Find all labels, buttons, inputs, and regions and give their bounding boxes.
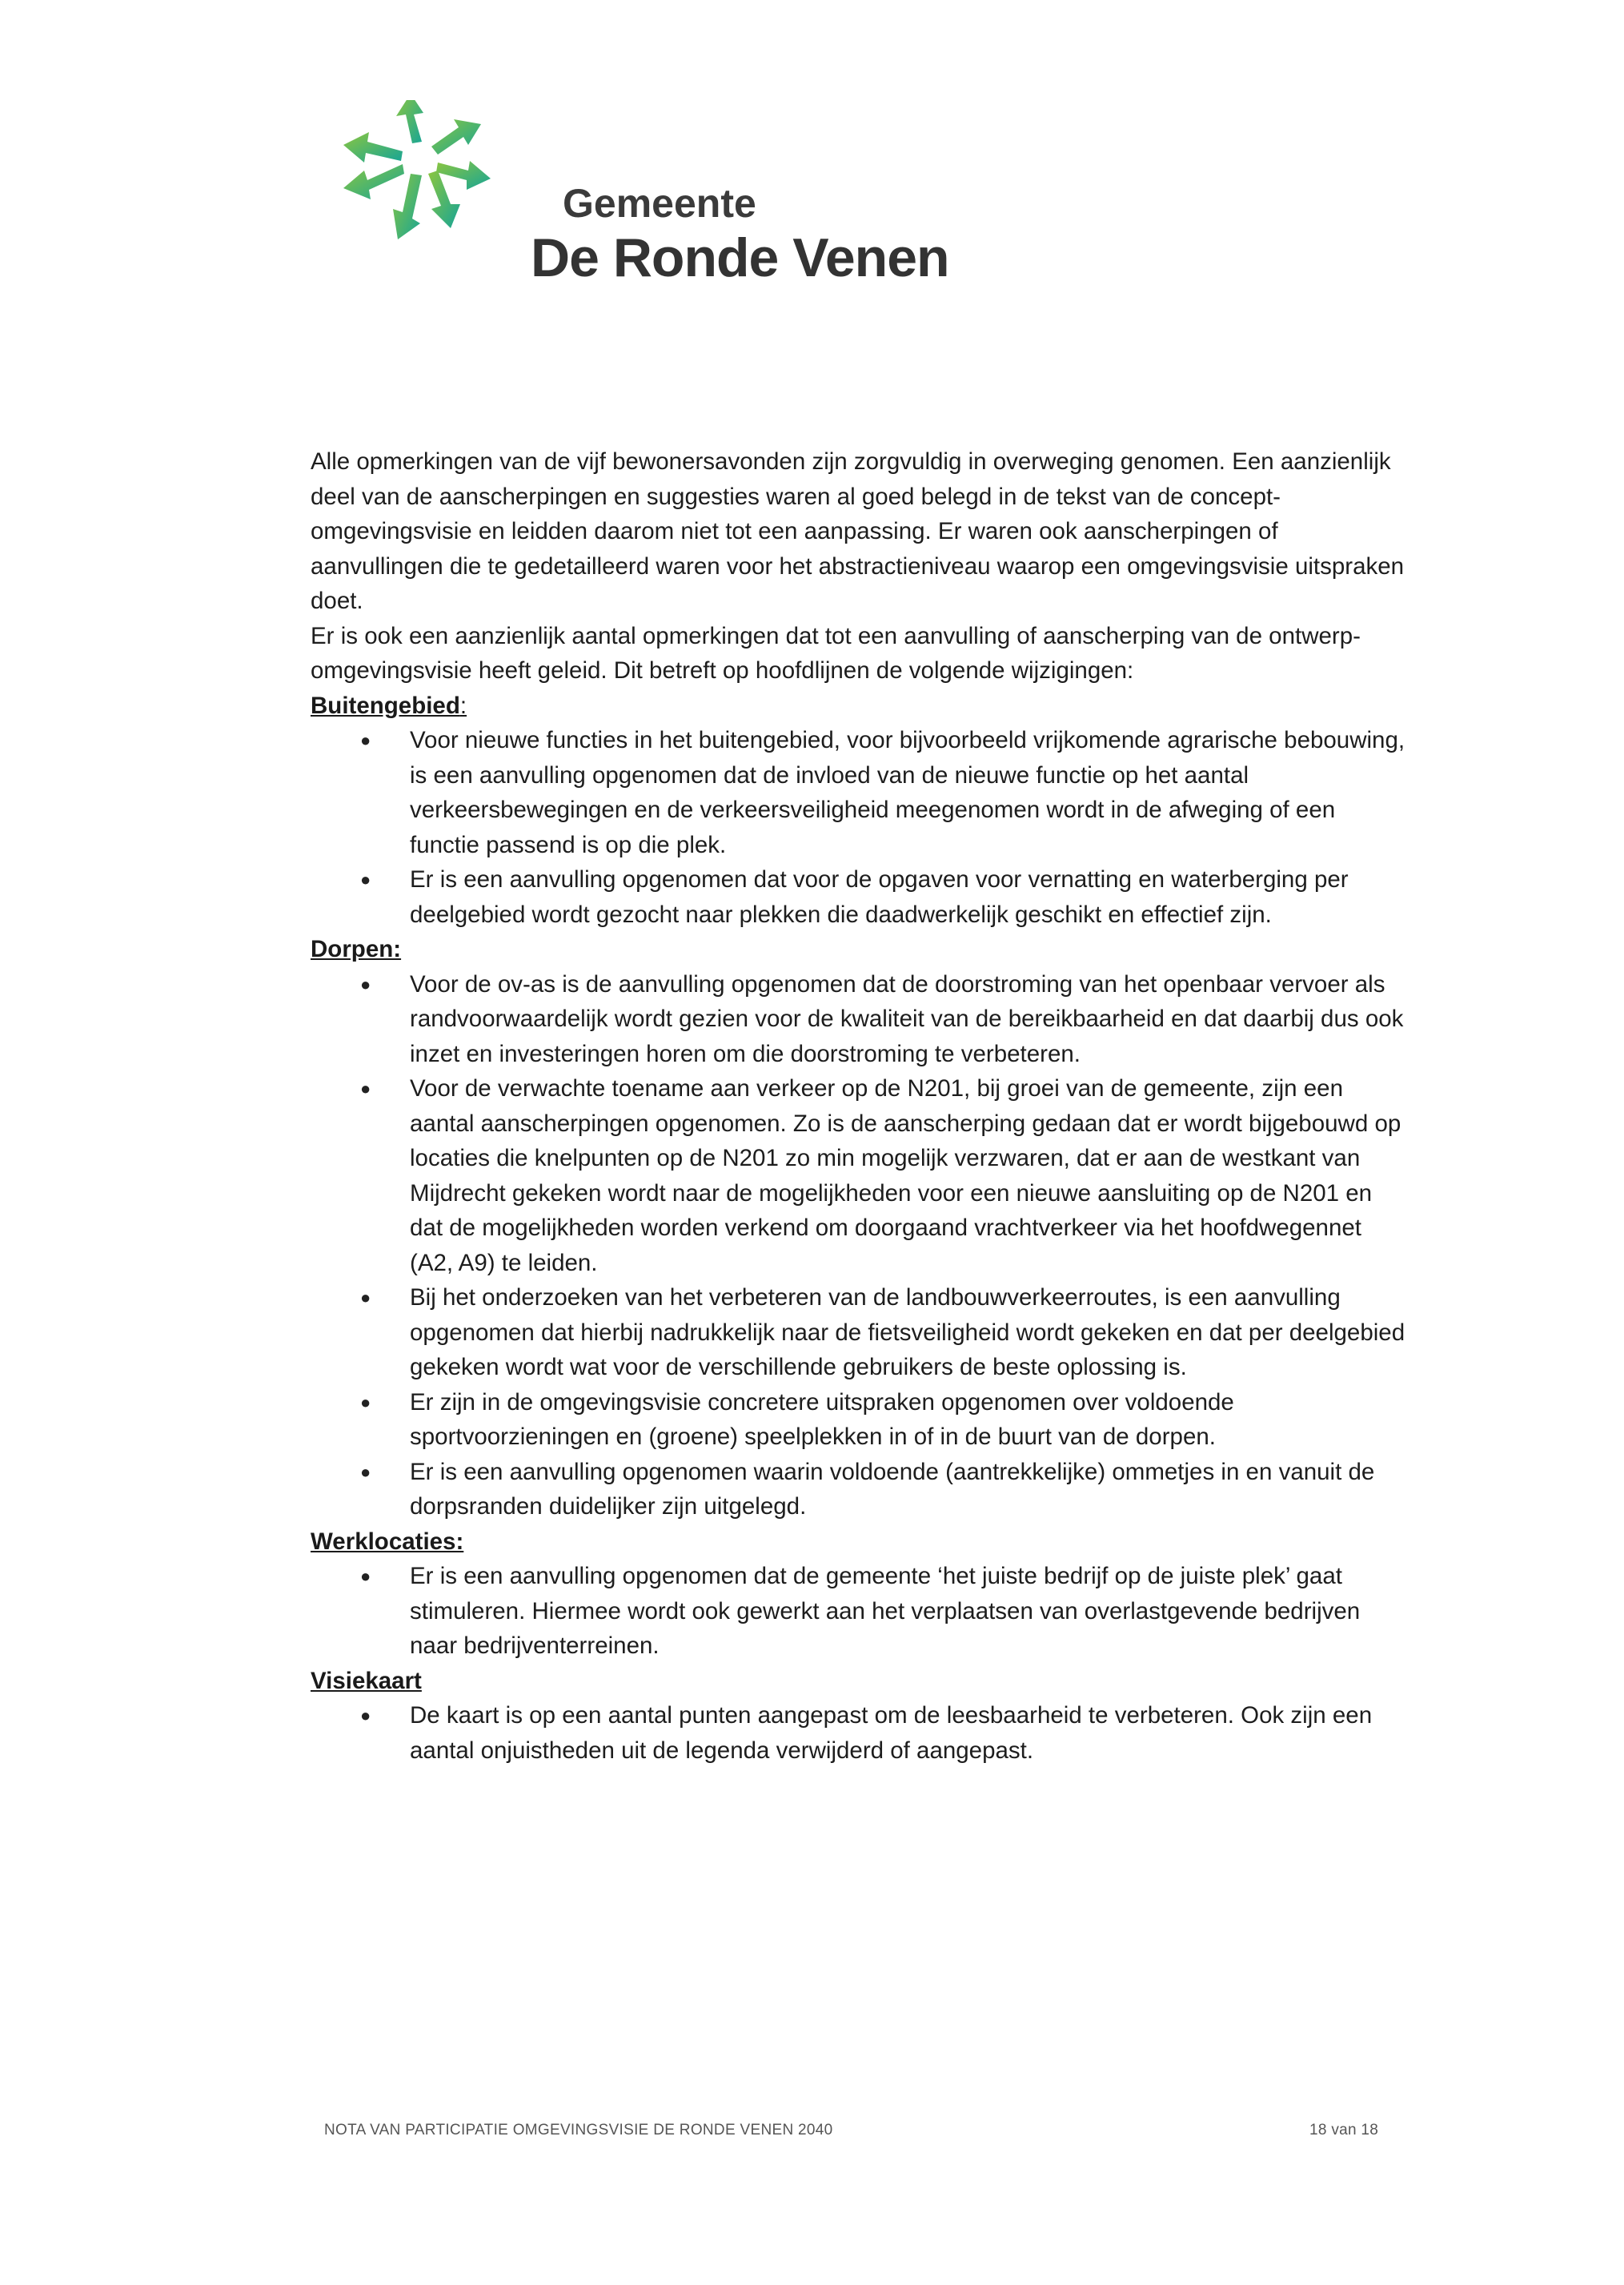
bullet-list [311,967,1407,1524]
bullet-icon: ● [360,869,371,890]
list-item-text: Er is een aanvulling opgenomen waarin voldoende (aantrekkelijke) ommetjes in en vanuit de dorpsranden duidelijker zijn uitgelegd. [410,1458,1375,1520]
list-item [311,723,1407,862]
section-title [311,1524,1407,1560]
list-item-text: Er zijn in de omgevingsvisie concretere uitspraken opgenomen over voldoende sportvoorzieningen en (groene) speelplekken in of in de buurt van de dorpen. [410,1388,1234,1450]
list-item-text: Voor nieuwe functies in het buitengebied, voor bijvoorbeeld vrijkomende agrarische bebouwing, is een aanvulling opgenomen dat de invloed van de nieuwe functie op het aantal verkeersbewegingen en de verkeersveiligheid meegenomen wordt in de afweging of een functie passend is op die plek. [410,727,1405,858]
footer-document-title: NOTA VAN PARTICIPATIE OMGEVINGSVISIE DE RONDE VENEN 2040 [324,2122,833,2138]
bullet-icon: ● [360,1461,371,1482]
bullet-list [311,723,1407,932]
brand-line1: Gemeente [563,181,756,226]
section-title [311,932,1407,967]
list-item-text: Er is een aanvulling opgenomen dat de gemeente ‘het juiste bedrijf op de juiste plek’ gaat stimuleren. Hiermee wordt ook gewerkt aan het verplaatsen van overlastgevende bedrijven naar bedrijventerreinen. [410,1563,1361,1659]
intro-paragraph-1: Alle opmerkingen van de vijf bewonersavonden zijn zorgvuldig in overweging genomen. Een aanzienlijk deel van de aanscherpingen en suggesties waren al goed belegd in de tekst van de concept-omgevingsvisie en leidden daarom niet tot een aanpassing. Er waren ook aanscherpingen of aanvullingen die te gedetailleerd waren voor het abstractieniveau waarop een omgevingsvisie uitspraken doet. [311,448,1405,614]
section-title-text: Visiekaart [311,1667,422,1694]
section-title-text: Werklocaties: [311,1528,464,1555]
list-item-text: Bij het onderzoeken van het verbeteren van de landbouwverkeerroutes, is een aanvulling opgenomen dat hierbij nadrukkelijk naar de fietsveiligheid wordt gekeken en dat per deelgebied gekeken wordt wat voor de verschillende gebruikers de beste oplossing is. [410,1284,1405,1380]
footer-page-number: 18 van 18 [1309,2122,1379,2138]
list-item [311,1071,1407,1280]
list-item [311,1698,1407,1768]
bullet-list [311,1559,1407,1664]
section-title-text: Dorpen: [311,936,402,962]
section-title [311,1664,1407,1699]
section-title-text: Buitengebied [311,692,460,719]
section-werklocaties [311,1524,1407,1664]
intro-paragraph-2: Er is ook een aanzienlijk aantal opmerkingen dat tot een aanvulling of aanscherping van de ontwerp-omgevingsvisie heeft geleid. Dit betreft op hoofdlijnen de volgende wijzigingen: [311,622,1361,684]
bullet-list [311,1698,1407,1768]
document-body [311,444,1407,1768]
bullet-icon: ● [360,1566,371,1586]
list-item-text: Voor de ov-as is de aanvulling opgenomen dat de doorstroming van het openbaar vervoer als randvoorwaardelijk wordt gezien voor de kwaliteit van de bereikbaarheid en dat daarbij dus ook inzet en investeringen horen om die doorstroming te verbeteren. [410,970,1404,1067]
list-item-text: Voor de verwachte toename aan verkeer op de N201, bij groei van de gemeente, zijn een aantal aanscherpingen opgenomen. Zo is de aanscherping gedaan dat er wordt bijgebouwd op locaties die knelpunten op de N201 zo min mogelijk verzwaren, dat er aan de westkant van Mijdrecht gekeken wordt naar de mogelijkheden voor een nieuwe aansluiting op de N201 en dat de mogelijkheden worden verkend om doorgaand vrachtverkeer via het hoofdwegennet (A2, A9) te leiden. [410,1075,1401,1276]
bullet-icon: ● [360,1705,371,1725]
bullet-icon: ● [360,974,371,994]
brand-line2: De Ronde Venen [531,227,949,288]
list-item [311,1385,1407,1455]
section-title-suffix: : [459,692,467,719]
section-visiekaart [311,1664,1407,1769]
header-logo [308,100,1029,292]
list-item [311,862,1407,932]
star-arrows-logo-icon [308,100,540,260]
section-title [311,689,1407,724]
list-item [311,1280,1407,1385]
section-dorpen [311,932,1407,1524]
list-item [311,1559,1407,1664]
list-item [311,967,1407,1072]
section-buitengebied [311,689,1407,933]
bullet-icon: ● [360,730,371,750]
list-item [311,1455,1407,1524]
list-item-text: De kaart is op een aantal punten aangepast om de leesbaarheid te verbeteren. Ook zijn een aantal onjuistheden uit de legenda verwijderd of aangepast. [410,1702,1373,1764]
bullet-icon: ● [360,1287,371,1307]
list-item-text: Er is een aanvulling opgenomen dat voor de opgaven voor vernatting en waterberging per deelgebied wordt gezocht naar plekken die daadwerkelijk geschikt en effectief zijn. [410,866,1349,928]
bullet-icon: ● [360,1078,371,1098]
bullet-icon: ● [360,1391,371,1412]
